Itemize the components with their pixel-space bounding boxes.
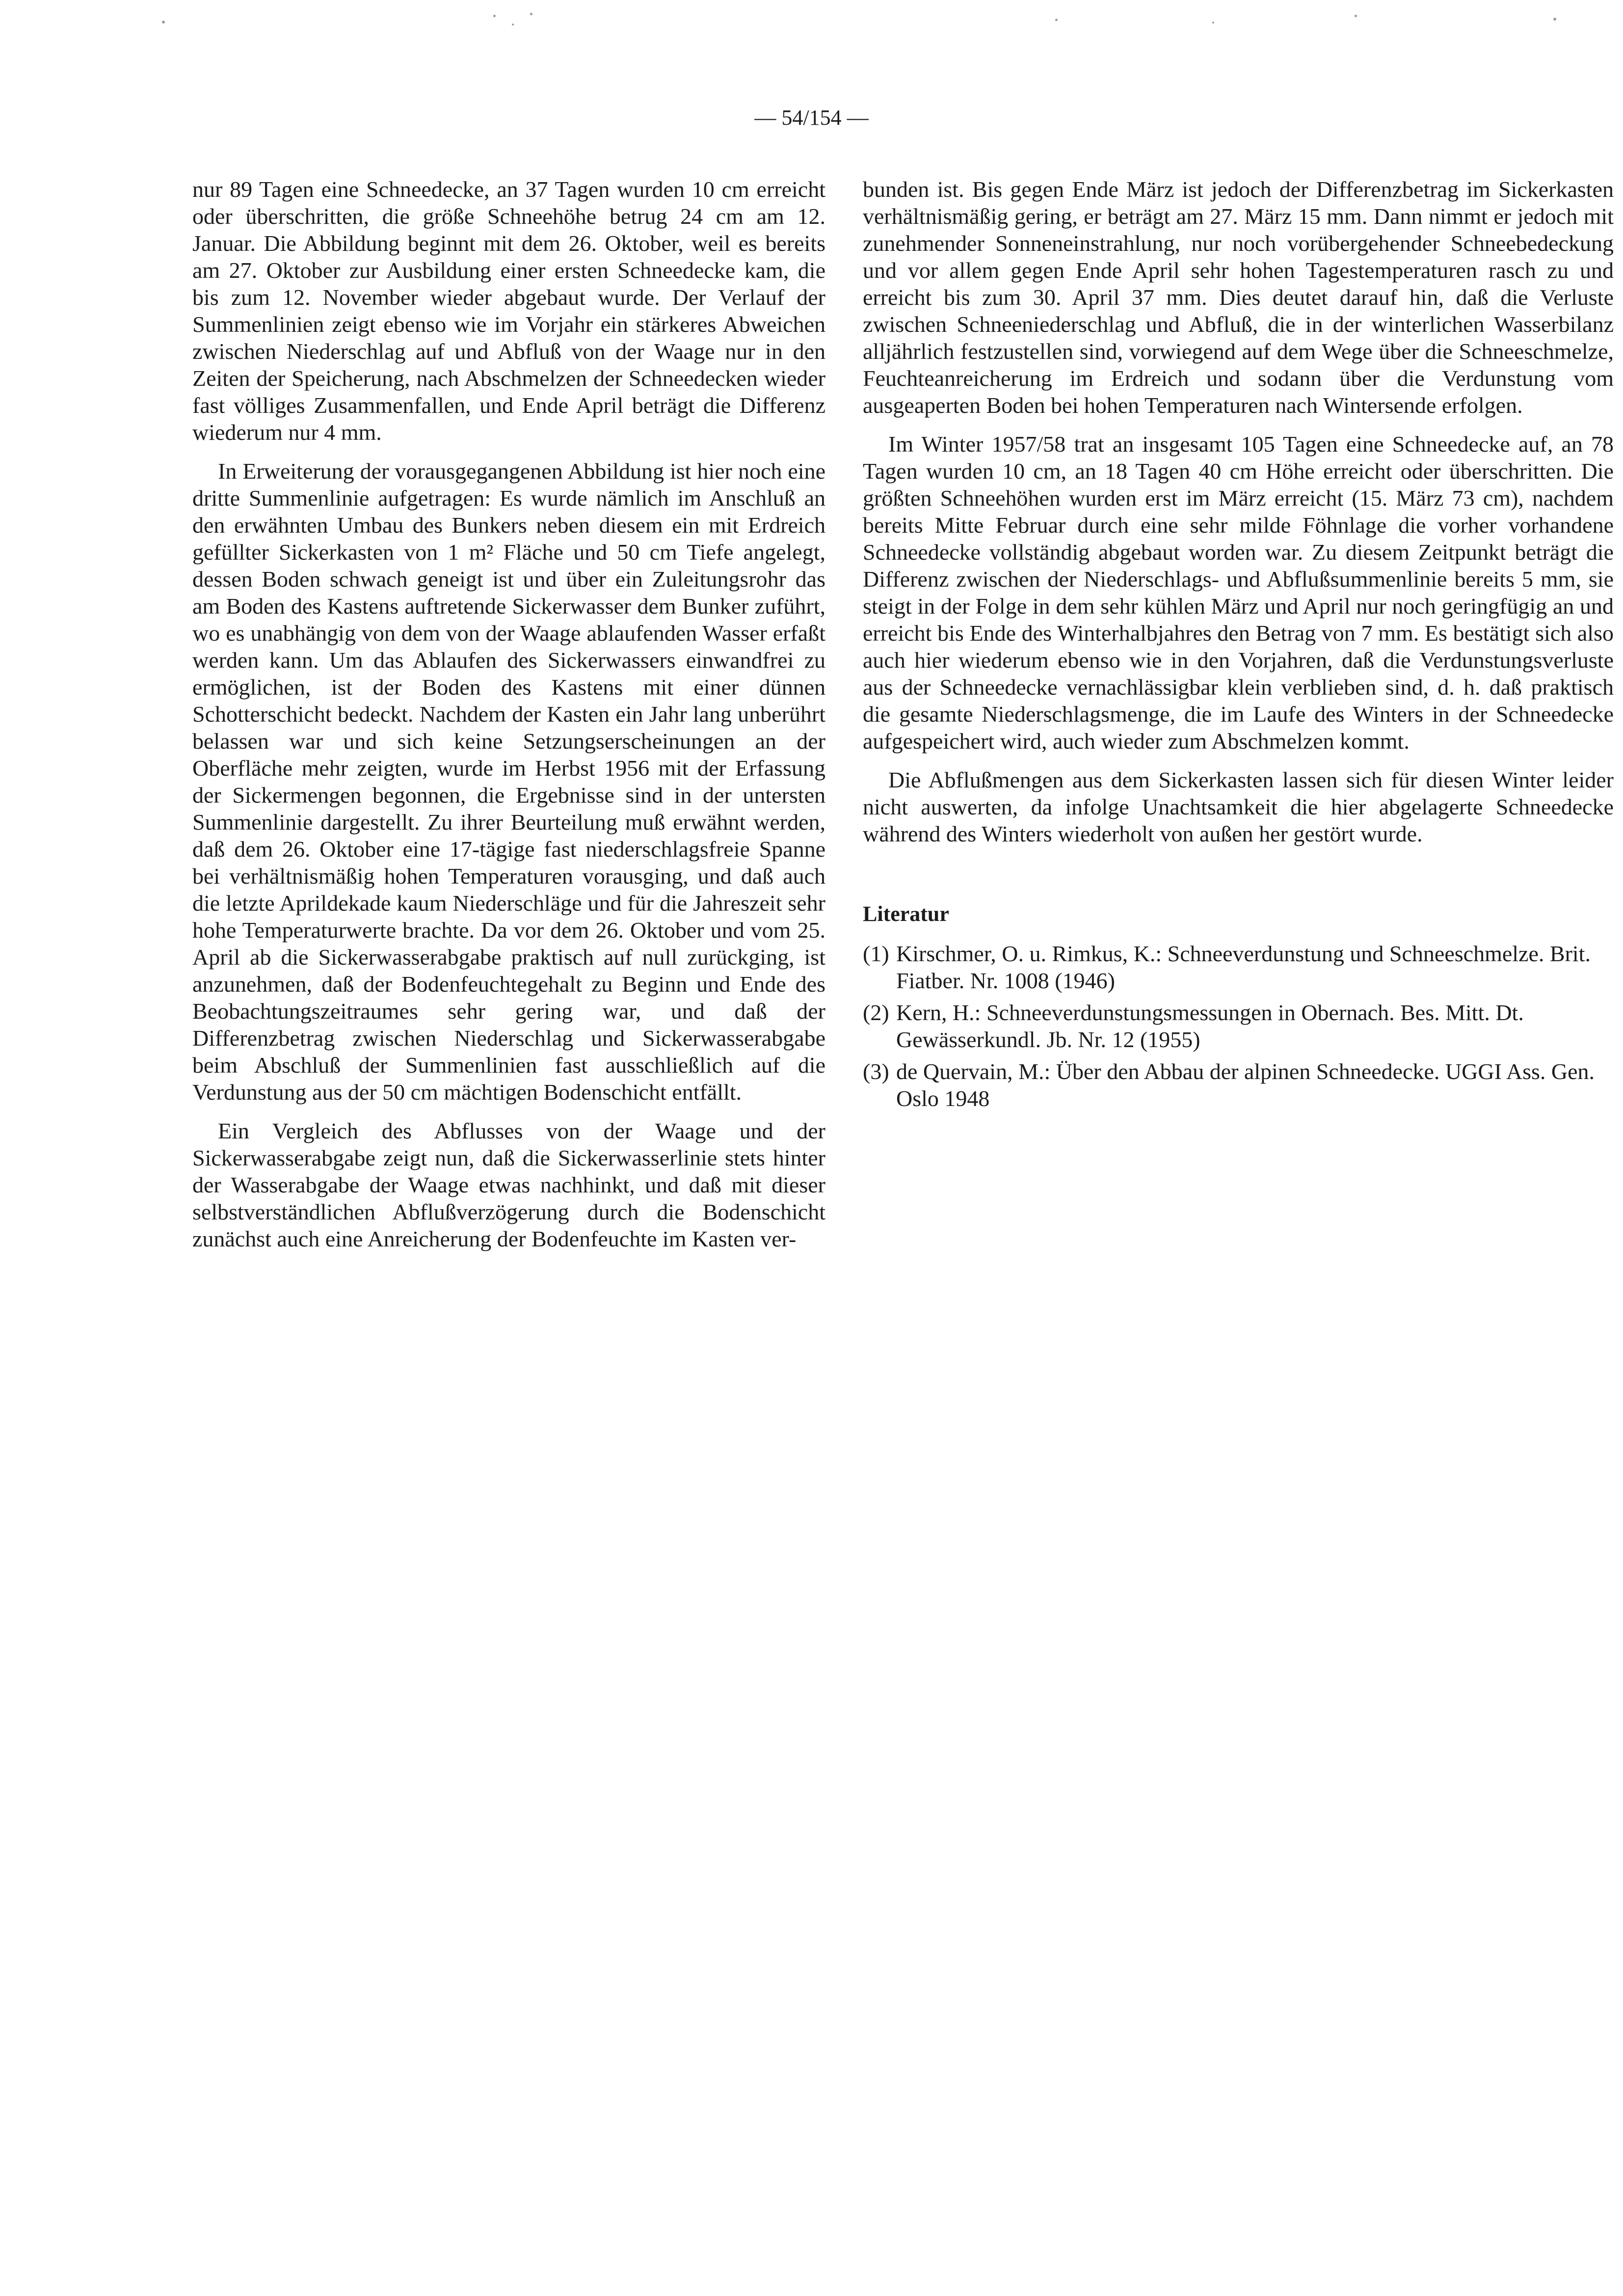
page-number: — 54/154 —	[754, 106, 869, 130]
reference-text: Kirschmer, O. u. Rimkus, K.: Schneeverdunstung und Schneeschmelze. Brit. Fiatber. Nr. 1008 (1946)	[896, 941, 1591, 993]
paragraph: In Erweiterung der vorausgegangenen Abbildung ist hier noch eine dritte Summenlinie aufgetragen: Es wurde nämlich im Anschluß an den erwähnten Umbau des Bunkers neben diesem ein mit Erdreich gefüllter Sickerkasten von 1 m² Fläche und 50 cm Tiefe angelegt, dessen Boden schwach geneigt ist und über ein Zuleitungsrohr das am Boden des Kastens auftretende Sickerwasser dem Bunker zuführt, wo es unabhängig von dem von der Waage ablaufenden Wasser erfaßt werden kann. Um das Ablaufen des Sickerwassers einwandfrei zu ermöglichen, ist der Boden des Kastens mit einer dünnen Schotterschicht bedeckt. Nachdem der Kasten ein Jahr lang unberührt belassen war und sich keine Setzungserscheinungen an der Oberfläche mehr zeigten, wurde im Herbst 1956 mit der Erfassung der Sickermengen begonnen, die Ergebnisse sind in der untersten Summenlinie dargestellt. Zu ihrer Beurteilung muß erwähnt werden, daß dem 26. Oktober eine 17-tägige fast niederschlagsfreie Spanne bei verhältnismäßig hohen Temperaturen vorausging, und daß auch die letzte Aprildekade kaum Niederschläge und für die Jahreszeit sehr hohe Temperaturwerte brachte. Da vor dem 26. Oktober und vom 25. April ab die Sickerwasserabgabe praktisch auf null zurückging, ist anzunehmen, daß der Bodenfeuchtegehalt zu Beginn und Ende des Beobachtungszeitraumes sehr gering war, und daß der Differenzbetrag zwischen Niederschlag und Sickerwasserabgabe beim Abschluß der Summenlinien fast ausschließlich auf die Verdunstung aus der 50 cm mächtigen Bodenschicht entfällt.	[192, 459, 825, 1105]
reference-number: (2)	[863, 1000, 889, 1025]
reference-item	[863, 999, 1614, 1053]
paragraph: Im Winter 1957/58 trat an insgesamt 105 Tagen eine Schneedecke auf, an 78 Tagen wurden 10 cm, an 18 Tagen 40 cm Höhe erreicht oder überschritten. Die größten Schneehöhen wurden erst im März erreicht (15. März 73 cm), nachdem bereits Mitte Februar durch eine sehr milde Föhnlage die vorher vorhandene Schneedecke vollständig abgebaut worden war. Zu diesem Zeitpunkt beträgt die Differenz zwischen der Niederschlags- und Abflußsummenlinie bereits 5 mm, sie steigt in der Folge in dem sehr kühlen März und April nur noch geringfügig an und erreicht bis Ende des Winterhalbjahres den Betrag von 7 mm. Es bestätigt sich also auch hier wiederum ebenso wie in den Vorjahren, daß die Verdunstungsverluste aus der Schneedecke vernachlässigbar klein verblieben sind, d. h. daß praktisch die gesamte Niederschlagsmenge, die im Laufe des Winters in der Schneedecke aufgespeichert wird, auch wieder zum Abschmelzen kommt.	[863, 432, 1614, 754]
reference-text: de Quervain, M.: Über den Abbau der alpinen Schneedecke. UGGI Ass. Gen. Oslo 1948	[896, 1059, 1595, 1111]
reference-item	[863, 940, 1614, 994]
left-column	[192, 176, 825, 1264]
paragraph: Die Abflußmengen aus dem Sickerkasten lassen sich für diesen Winter leider nicht auswerten, da infolge Unachtsamkeit die hier abgelagerte Schneedecke während des Winters wiederholt von außen her gestört wurde.	[863, 767, 1614, 846]
right-column	[863, 176, 1614, 1117]
paragraph: bunden ist. Bis gegen Ende März ist jedoch der Differenzbetrag im Sickerkasten verhältnismäßig gering, er beträgt am 27. März 15 mm. Dann nimmt er jedoch mit zunehmender Sonneneinstrahlung, nur noch vorübergehender Schneebedeckung und vor allem gegen Ende April sehr hohen Tagestemperaturen rasch zu und erreicht bis zum 30. April 37 mm. Dies deutet darauf hin, daß die Verluste zwischen Schneeniederschlag und Abfluß, die in der winterlichen Wasserbilanz alljährlich festzustellen sind, vorwiegend auf dem Wege über die Schneeschmelze, Feuchteanreicherung im Erdreich und sodann über die Verdunstung vom ausgeaperten Boden bei hohen Temperaturen nach Wintersende erfolgen.	[863, 177, 1614, 418]
literature-heading: Literatur	[863, 902, 949, 926]
reference-number: (3)	[863, 1059, 889, 1084]
paragraph: Ein Vergleich des Abflusses von der Waage und der Sickerwasserabgabe zeigt nun, daß die Sickerwasserlinie stets hinter der Wasserabgabe der Waage etwas nachhinkt, und daß mit dieser selbstverständlichen Abflußverzögerung durch die Bodenschicht zunächst auch eine Anreicherung der Bodenfeuchte im Kasten ver-	[192, 1118, 825, 1251]
reference-text: Kern, H.: Schneeverdunstungsmessungen in Obernach. Bes. Mitt. Dt. Gewässerkundl. Jb. Nr. 12 (1955)	[896, 1000, 1524, 1052]
paragraph: nur 89 Tagen eine Schneedecke, an 37 Tagen wurden 10 cm erreicht oder überschritten, die größe Schneehöhe betrug 24 cm am 12. Januar. Die Abbildung beginnt mit dem 26. Oktober, weil es bereits am 27. Oktober zur Ausbildung einer ersten Schneedecke kam, die bis zum 12. November wieder abgebaut wurde. Der Verlauf der Summenlinien zeigt ebenso wie im Vorjahr ein stärkeres Abweichen zwischen Niederschlag auf und Abfluß von der Waage nur in den Zeiten der Speicherung, nach Abschmelzen der Schneedecken wieder fast völliges Zusammenfallen, und Ende April beträgt die Differenz wiederum nur 4 mm.	[192, 177, 825, 445]
reference-number: (1)	[863, 941, 889, 966]
reference-item	[863, 1058, 1614, 1112]
